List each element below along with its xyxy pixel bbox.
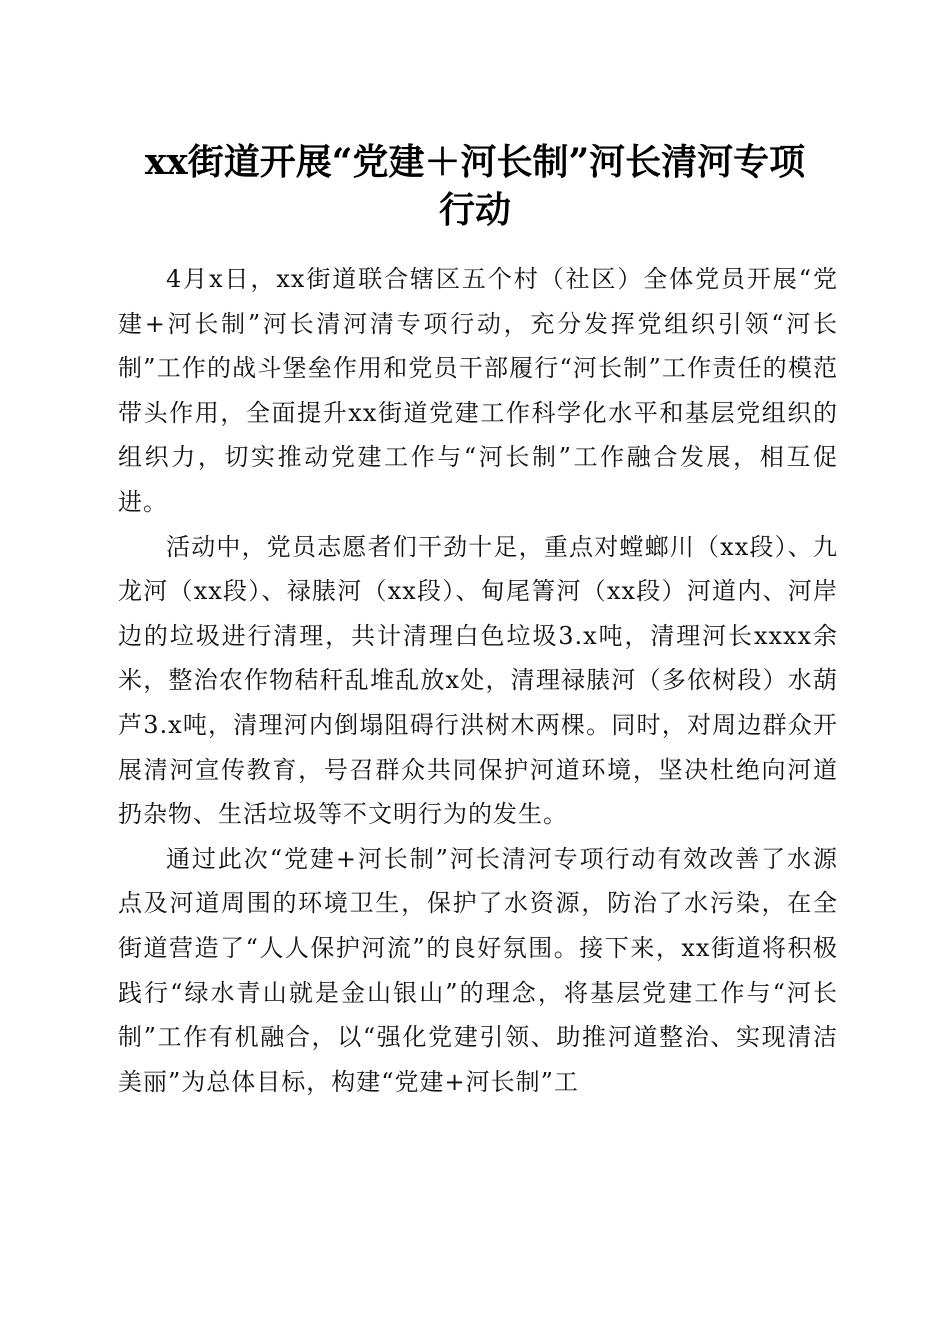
paragraph-1: 4月x日，xx街道联合辖区五个村（社区）全体党员开展“党建+河长制”河长清河清专项行动，充分发挥党组织引领“河长制”工作的战斗堡垒作用和党员干部履行“河长制”工作责任的模范带头作用，全面提升xx街道党建工作科学化水平和基层党组织的组织力，切实推动党建工作与“河长制”工作融合发展，相互促进。 (118, 265, 838, 516)
paragraph-3: 通过此次“党建+河长制”河长清河专项行动有效改善了水源点及河道周围的环境卫生，保护了水资源，防治了水污染，在全街道营造了“人人保护河流”的良好氛围。接下来，xx街道将积极践行“绿水青山就是金山银山”的理念，将基层党建工作与“河长制”工作有机融合，以“强化党建引领、助推河道整治、实现清洁美丽”为总体目标，构建“党建+河长制”工 (118, 844, 838, 1096)
title-line-1: xx街道开展“党建＋河长制”河长清河专项 (144, 141, 806, 183)
document-body (118, 257, 838, 1104)
title-line-2: 行动 (438, 189, 511, 231)
document-title (100, 138, 850, 234)
paragraph-2: 活动中，党员志愿者们干劲十足，重点对螳螂川（xx段）、九龙河（xx段）、禄脿河（xx段）、甸尾箐河（xx段）河道内、河岸边的垃圾进行清理，共计清理白色垃圾3.x吨，清理河长xxxx余米，整治农作物秸秆乱堆乱放x处，清理禄脿河（多依树段）水葫芦3.x吨，清理河内倒塌阻碍行洪树木两棵。同时，对周边群众开展清河宣传教育，号召群众共同保护河道环境，坚决杜绝向河道扔杂物、生活垃圾等不文明行为的发生。 (118, 532, 838, 829)
